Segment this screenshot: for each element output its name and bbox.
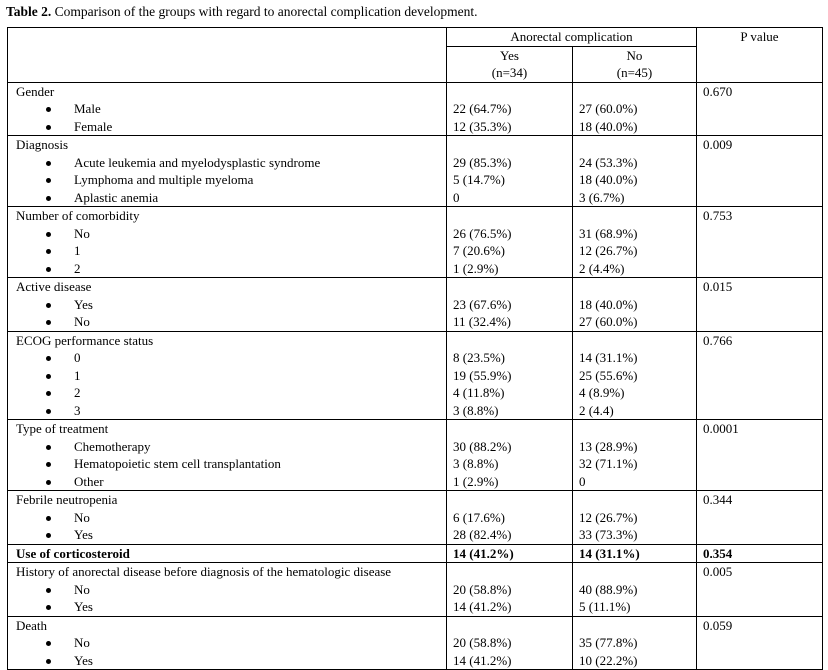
variable-cell — [8, 544, 447, 563]
spacer — [579, 83, 696, 101]
no-value: 18 (40.0%) — [579, 296, 638, 312]
table-row — [8, 136, 823, 207]
no-value: 14 (31.1%) — [579, 545, 640, 561]
spacer — [453, 136, 572, 154]
yes-value: 1 (2.9%) — [453, 473, 499, 489]
yes-values-cell — [447, 563, 573, 617]
bullet-icon — [46, 161, 51, 166]
no-values-cell — [573, 544, 697, 563]
bullet-icon — [46, 356, 51, 361]
no-value: 31 (68.9%) — [579, 225, 638, 241]
bullet-icon — [46, 462, 51, 467]
yes-value: 8 (23.5%) — [453, 350, 505, 365]
yes-values-cell — [447, 278, 573, 332]
yes-value: 0 — [453, 189, 460, 205]
category-item — [16, 402, 446, 420]
bullet-icon — [46, 107, 51, 112]
variable-cell — [8, 331, 447, 420]
p-value-cell — [697, 82, 823, 136]
category-item — [16, 438, 446, 456]
category-label: Yes — [74, 652, 93, 668]
bullet-icon — [46, 125, 51, 130]
bullet-icon — [46, 588, 51, 593]
yes-values-cell — [447, 544, 573, 563]
p-value-cell — [697, 544, 823, 563]
yes-value: 11 (32.4%) — [453, 314, 512, 329]
spacer — [453, 491, 572, 509]
yes-value: 19 (55.9%) — [453, 367, 512, 383]
spacer — [579, 332, 696, 350]
variable-label: Use of corticosteroid — [16, 545, 130, 561]
header-no-label: No — [626, 47, 643, 63]
category-label: Other — [74, 473, 104, 489]
p-value-cell — [697, 207, 823, 278]
no-value: 18 (40.0%) — [579, 172, 638, 187]
category-label: Chemotherapy — [74, 438, 151, 454]
category-item — [16, 367, 446, 385]
variable-label: History of anorectal disease before diagnosis of the hematologic disease — [16, 564, 392, 579]
yes-value: 22 (64.7%) — [453, 101, 512, 116]
variable-label: Active disease — [16, 279, 92, 294]
category-label: Yes — [74, 599, 93, 614]
p-value: 0.015 — [703, 279, 733, 294]
p-value-cell — [697, 491, 823, 545]
p-value-cell — [697, 616, 823, 670]
category-item — [16, 384, 446, 402]
header-yes-label: Yes — [500, 47, 519, 63]
table-caption — [6, 3, 478, 21]
p-value-cell — [697, 278, 823, 332]
category-label: Acute leukemia and myelodysplastic syndrome — [74, 154, 321, 170]
variable-cell — [8, 207, 447, 278]
category-item — [16, 171, 446, 189]
p-value: 0.354 — [703, 545, 733, 561]
header-blank-cell — [8, 28, 447, 83]
p-value: 0.009 — [703, 137, 733, 152]
category-label: Yes — [74, 527, 93, 542]
category-item — [16, 118, 446, 136]
no-value: 5 (11.1%) — [579, 599, 631, 614]
spacer — [579, 136, 696, 154]
category-item — [16, 189, 446, 207]
yes-value: 28 (82.4%) — [453, 527, 512, 542]
category-label: No — [74, 225, 90, 241]
no-values-cell — [573, 616, 697, 670]
category-item — [16, 154, 446, 172]
category-label: 1 — [74, 367, 81, 383]
yes-value: 23 (67.6%) — [453, 296, 512, 312]
p-value: 0.005 — [703, 564, 733, 579]
spacer — [453, 420, 572, 438]
header-group-cell: Anorectal complication — [447, 28, 697, 47]
no-value: 27 (60.0%) — [579, 101, 638, 116]
no-value: 4 (8.9%) — [579, 385, 625, 400]
variable-cell — [8, 82, 447, 136]
no-value: 10 (22.2%) — [579, 652, 638, 668]
no-value: 13 (28.9%) — [579, 438, 638, 454]
variable-cell — [8, 420, 447, 491]
yes-value: 7 (20.6%) — [453, 243, 505, 258]
variable-cell — [8, 616, 447, 670]
no-value: 24 (53.3%) — [579, 154, 638, 170]
category-item — [16, 313, 446, 331]
table-row — [8, 491, 823, 545]
spacer — [453, 332, 572, 350]
no-values-cell — [573, 82, 697, 136]
no-value: 14 (31.1%) — [579, 350, 638, 365]
variable-cell — [8, 563, 447, 617]
category-label: Male — [74, 101, 101, 116]
bullet-icon — [46, 409, 51, 414]
no-value: 3 (6.7%) — [579, 189, 625, 205]
category-item — [16, 260, 446, 278]
p-value-cell — [697, 331, 823, 420]
yes-value: 14 (41.2%) — [453, 599, 512, 614]
category-label: 1 — [74, 243, 81, 258]
variable-label: Number of comorbidity — [16, 208, 140, 223]
no-values-cell — [573, 420, 697, 491]
category-label: No — [74, 314, 90, 329]
p-value: 0.766 — [703, 332, 733, 348]
no-value: 12 (26.7%) — [579, 509, 638, 525]
yes-value: 1 (2.9%) — [453, 260, 499, 276]
category-item — [16, 526, 446, 544]
yes-value: 20 (58.8%) — [453, 635, 512, 650]
category-item — [16, 581, 446, 599]
variable-cell — [8, 278, 447, 332]
category-item — [16, 225, 446, 243]
bullet-icon — [46, 374, 51, 379]
p-value: 0.753 — [703, 208, 733, 223]
no-value: 0 — [579, 473, 586, 489]
header-p-value: P value — [697, 28, 823, 83]
category-label: 0 — [74, 350, 81, 365]
p-value-cell — [697, 136, 823, 207]
variable-label: Febrile neutropenia — [16, 492, 118, 507]
bullet-icon — [46, 445, 51, 450]
bullet-icon — [46, 605, 51, 610]
no-values-cell — [573, 136, 697, 207]
no-value: 18 (40.0%) — [579, 118, 638, 134]
spacer — [453, 617, 572, 635]
category-item — [16, 242, 446, 260]
no-value: 32 (71.1%) — [579, 456, 638, 471]
category-item — [16, 349, 446, 367]
variable-label: ECOG performance status — [16, 332, 154, 348]
variable-label: Death — [16, 617, 48, 633]
no-value: 27 (60.0%) — [579, 314, 638, 329]
no-value: 33 (73.3%) — [579, 527, 638, 542]
yes-values-cell — [447, 616, 573, 670]
yes-value: 6 (17.6%) — [453, 509, 505, 525]
p-value: 0.344 — [703, 492, 733, 507]
category-item — [16, 634, 446, 652]
yes-values-cell — [447, 207, 573, 278]
category-item — [16, 598, 446, 616]
bullet-icon — [46, 249, 51, 254]
bullet-icon — [46, 533, 51, 538]
comparison-table — [7, 27, 823, 670]
yes-value: 4 (11.8%) — [453, 385, 505, 400]
category-item — [16, 473, 446, 491]
yes-value: 3 (8.8%) — [453, 402, 499, 418]
table-row — [8, 420, 823, 491]
bullet-icon — [46, 178, 51, 183]
table-row — [8, 207, 823, 278]
no-value: 35 (77.8%) — [579, 635, 638, 650]
bullet-icon — [46, 516, 51, 521]
yes-value: 3 (8.8%) — [453, 456, 499, 471]
p-value-cell — [697, 563, 823, 617]
bullet-icon — [46, 196, 51, 201]
no-values-cell — [573, 278, 697, 332]
table-body — [8, 28, 823, 670]
no-value: 2 (4.4) — [579, 402, 614, 418]
category-label: 3 — [74, 402, 81, 418]
header-yes-cell — [447, 46, 573, 82]
variable-cell — [8, 136, 447, 207]
table-row — [8, 616, 823, 670]
p-value: 0.059 — [703, 617, 733, 633]
yes-value: 29 (85.3%) — [453, 154, 512, 170]
yes-value: 26 (76.5%) — [453, 225, 512, 241]
variable-cell — [8, 491, 447, 545]
header-no-cell — [573, 46, 697, 82]
header-yes-n: (n=34) — [491, 65, 528, 80]
category-label: Yes — [74, 296, 93, 312]
spacer — [579, 563, 696, 581]
p-value-cell — [697, 420, 823, 491]
bullet-icon — [46, 480, 51, 485]
yes-value: 20 (58.8%) — [453, 581, 512, 597]
spacer — [579, 278, 696, 296]
spacer — [453, 83, 572, 101]
category-item — [16, 100, 446, 118]
category-label: No — [74, 635, 90, 650]
bullet-icon — [46, 267, 51, 272]
variable-label: Diagnosis — [16, 137, 68, 152]
category-label: 2 — [74, 260, 81, 276]
bullet-icon — [46, 232, 51, 237]
table-row — [8, 278, 823, 332]
table-row — [8, 563, 823, 617]
yes-values-cell — [447, 491, 573, 545]
spacer — [453, 278, 572, 296]
category-label: No — [74, 581, 90, 597]
yes-value: 14 (41.2%) — [453, 545, 514, 561]
yes-value: 12 (35.3%) — [453, 118, 512, 134]
bullet-icon — [46, 659, 51, 664]
no-values-cell — [573, 563, 697, 617]
no-values-cell — [573, 207, 697, 278]
caption-text: Comparison of the groups with regard to anorectal complication development. — [51, 4, 478, 19]
no-value: 40 (88.9%) — [579, 581, 638, 597]
spacer — [579, 207, 696, 225]
spacer — [579, 617, 696, 635]
category-label: 2 — [74, 385, 81, 400]
bullet-icon — [46, 391, 51, 396]
category-label: No — [74, 509, 90, 525]
category-label: Hematopoietic stem cell transplantation — [74, 456, 281, 471]
header-no-n: (n=45) — [616, 65, 653, 80]
yes-values-cell — [447, 420, 573, 491]
caption-label: Table 2. — [6, 4, 52, 19]
category-label: Lymphoma and multiple myeloma — [74, 172, 254, 187]
variable-label: Gender — [16, 83, 55, 99]
spacer — [579, 420, 696, 438]
bullet-icon — [46, 303, 51, 308]
yes-value: 14 (41.2%) — [453, 652, 512, 668]
no-value: 25 (55.6%) — [579, 367, 638, 383]
p-value: 0.670 — [703, 83, 733, 99]
yes-values-cell — [447, 136, 573, 207]
yes-value: 5 (14.7%) — [453, 172, 505, 187]
category-label: Female — [74, 118, 113, 134]
table-row — [8, 82, 823, 136]
category-label: Aplastic anemia — [74, 189, 159, 205]
no-values-cell — [573, 491, 697, 545]
no-value: 2 (4.4%) — [579, 260, 625, 276]
bullet-icon — [46, 320, 51, 325]
no-value: 12 (26.7%) — [579, 243, 638, 258]
p-value: 0.0001 — [703, 421, 739, 436]
spacer — [579, 491, 696, 509]
category-item — [16, 509, 446, 527]
variable-label: Type of treatment — [16, 421, 109, 436]
category-item — [16, 652, 446, 670]
bullet-icon — [46, 641, 51, 646]
spacer — [453, 207, 572, 225]
no-values-cell — [573, 331, 697, 420]
header-row-1 — [8, 28, 823, 47]
yes-values-cell — [447, 331, 573, 420]
yes-value: 30 (88.2%) — [453, 438, 512, 454]
spacer — [453, 563, 572, 581]
table-row — [8, 331, 823, 420]
table-row — [8, 544, 823, 563]
yes-values-cell — [447, 82, 573, 136]
category-item — [16, 455, 446, 473]
category-item — [16, 296, 446, 314]
